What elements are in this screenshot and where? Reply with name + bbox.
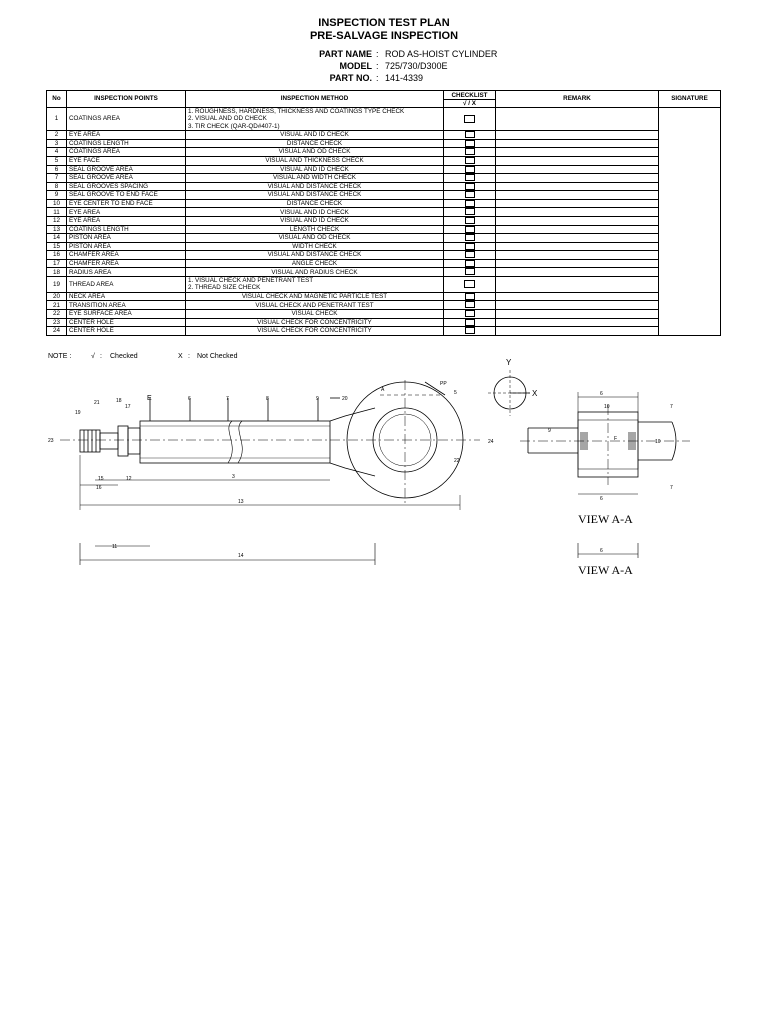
row-number: 8 [47,182,67,191]
callout-10: 10 [604,404,610,410]
callout-21: 21 [94,400,100,406]
callout-19: 19 [75,410,81,416]
method-line: 1. VISUAL CHECK AND PENETRANT TEST [188,277,314,285]
col-header-checklist: CHECKLIST √ / X [444,91,496,108]
callout-6c-view: 6 [600,548,603,554]
col-header-no: No [47,91,67,108]
callout-7b-view: 7 [670,485,673,491]
callout-11: 11 [112,544,118,550]
label-PP: PP [440,381,447,387]
callout-14: 14 [238,553,244,559]
row-number: 23 [47,318,67,327]
callout-13: 13 [238,499,244,505]
callout-6-view: 6 [600,391,603,397]
callout-7: 7 [226,396,229,402]
document-subtitle: PRE-SALVAGE INSPECTION [309,30,459,42]
row-number: 20 [47,292,67,301]
callout-23: 23 [48,438,54,444]
inspection-method: VISUAL CHECK [186,310,444,319]
callout-17: 17 [125,404,131,410]
inspection-method: WIDTH CHECK [186,242,444,251]
inspection-point: COATINGS AREA [67,108,186,131]
inspection-method: VISUAL AND DISTANCE CHECK [186,182,444,191]
inspection-point: SEAL GROOVE AREA [67,174,186,183]
inspection-method: VISUAL AND OD CHECK [186,148,444,157]
callout-6: 6 [188,396,191,402]
inspection-method: VISUAL AND DISTANCE CHECK [186,251,444,260]
callout-3: 3 [232,474,235,480]
inspection-point: EYE AREA [67,217,186,226]
axis-X: X [532,389,538,398]
inspection-method: VISUAL AND ID CHECK [186,131,444,140]
inspection-point: PISTON AREA [67,242,186,251]
callout-24: 24 [488,439,494,445]
label-F: F [614,436,618,442]
label-A: A [381,387,385,393]
part-name-label: PART NAME [319,49,372,59]
inspection-point: EYE FACE [67,156,186,165]
row-number: 4 [47,148,67,157]
inspection-method: VISUAL AND THICKNESS CHECK [186,156,444,165]
method-line: 2. THREAD SIZE CHECK [188,284,261,292]
callout-12: 12 [126,476,132,482]
callout-9-view: 9 [548,428,551,434]
row-number: 15 [47,242,67,251]
inspection-point: EYE AREA [67,131,186,140]
inspection-point: CENTER HOLE [67,318,186,327]
part-no-value: 141-4339 [385,73,424,83]
inspection-method: DISTANCE CHECK [186,139,444,148]
part-no-label: PART NO. [329,73,372,83]
row-number: 2 [47,131,67,140]
view-a-a-label-2: VIEW A-A [578,563,633,577]
inspection-point: EYE SURFACE AREA [67,310,186,319]
view-a-a-label-1: VIEW A-A [578,512,633,526]
row-number: 1 [47,108,67,131]
label-E: E [147,395,152,402]
inspection-method: VISUAL AND WIDTH CHECK [186,174,444,183]
row-number: 18 [47,268,67,277]
inspection-point: TRANSITION AREA [67,301,186,310]
inspection-method: ANGLE CHECK [186,259,444,268]
row-number: 14 [47,234,67,243]
row-number: 12 [47,217,67,226]
row-number: 13 [47,225,67,234]
row-number: 11 [47,208,67,217]
inspection-point: EYE AREA [67,208,186,217]
inspection-method: VISUAL AND RADIUS CHECK [186,268,444,277]
row-number: 19 [47,277,67,293]
row-number: 7 [47,174,67,183]
callout-6b-view: 6 [600,496,603,502]
inspection-method: VISUAL CHECK FOR CONCENTRICITY [186,327,444,336]
inspection-point: PISTON AREA [67,234,186,243]
inspection-point: CHAMFER AREA [67,259,186,268]
callout-7-view: 7 [670,404,673,410]
inspection-point: THREAD AREA [67,277,186,293]
callout-8: 8 [266,396,269,402]
inspection-point: SEAL GROOVE AREA [67,165,186,174]
inspection-method: VISUAL CHECK FOR CONCENTRICITY [186,318,444,327]
axis-Y: Y [506,358,512,367]
inspection-method: VISUAL AND DISTANCE CHECK [186,191,444,200]
method-line: 3. TIR CHECK (QAR-QD#407-1) [188,122,280,130]
row-number: 21 [47,301,67,310]
row-number: 17 [47,259,67,268]
inspection-point: CHAMFER AREA [67,251,186,260]
document-title: INSPECTION TEST PLAN [318,17,450,29]
row-number: 5 [47,156,67,165]
callout-15: 15 [98,476,104,482]
col-header-method: INSPECTION METHOD [186,91,444,108]
inspection-method: VISUAL AND ID CHECK [186,217,444,226]
inspection-point: COATINGS LENGTH [67,139,186,148]
inspection-point: SEAL GROOVES SPACING [67,182,186,191]
inspection-method: VISUAL CHECK AND MAGNETIC PARTICLE TEST [186,292,444,301]
callout-5: 5 [454,390,457,396]
col-header-signature: SIGNATURE [659,91,721,108]
callout-18: 18 [116,398,122,404]
inspection-point: CENTER HOLE [67,327,186,336]
callout-20: 20 [342,396,348,402]
inspection-point: SEAL GROOVE TO END FACE [67,191,186,200]
callout-16: 16 [96,485,102,491]
col-header-points: INSPECTION POINTS [67,91,186,108]
inspection-method: DISTANCE CHECK [186,199,444,208]
row-number: 9 [47,191,67,200]
inspection-point: COATINGS LENGTH [67,225,186,234]
inspection-point: COATINGS AREA [67,148,186,157]
row-number: 16 [47,251,67,260]
inspection-method: VISUAL AND OD CHECK [186,234,444,243]
callout-9: 9 [316,396,319,402]
row-number: 10 [47,199,67,208]
col-header-remark: REMARK [496,91,659,108]
inspection-method: VISUAL AND ID CHECK [186,208,444,217]
row-number: 24 [47,327,67,336]
callout-10b: 10 [655,439,661,445]
method-line: 2. VISUAL AND OD CHECK [188,115,267,123]
inspection-method: VISUAL CHECK AND PENETRANT TEST [186,301,444,310]
inspection-method: LENGTH CHECK [186,225,444,234]
row-number: 3 [47,139,67,148]
callout-22: 22 [454,458,460,464]
inspection-point: RADIUS AREA [67,268,186,277]
model-value: 725/730/D300E [385,61,448,71]
model-label: MODEL [339,61,372,71]
part-name-value: ROD AS-HOIST CYLINDER [385,49,498,59]
method-line: 1. ROUGHNESS, HARDNESS, THICKNESS AND COATINGS TYPE CHECK [188,108,405,115]
inspection-method: VISUAL AND ID CHECK [186,165,444,174]
row-number: 6 [47,165,67,174]
row-number: 22 [47,310,67,319]
inspection-point: NECK AREA [67,292,186,301]
inspection-point: EYE CENTER TO END FACE [67,199,186,208]
